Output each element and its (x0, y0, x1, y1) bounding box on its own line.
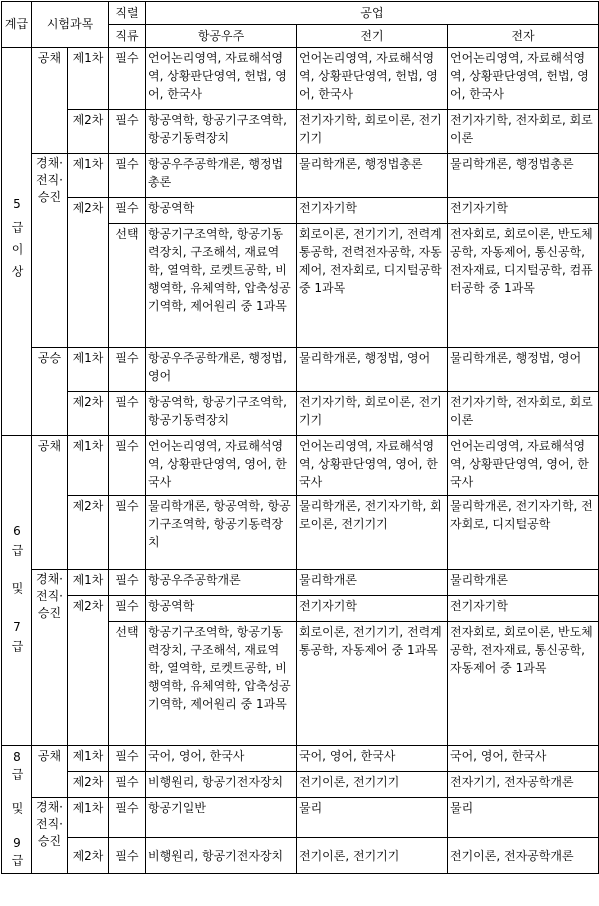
subject-cell: 국어, 영어, 한국사 (146, 746, 297, 772)
subject-cell: 언어논리영역, 자료해석영역, 상황판단영역, 헌법, 영어, 한국사 (146, 48, 297, 110)
grade-67-label: 6급 및 7급 (2, 436, 32, 746)
subject-cell: 항공기구조역학, 항공기동력장치, 구조해석, 재료역학, 열역학, 로켓트공학, 비행역학, 유체역학, 압축성공기역학, 제어원리 중 1과목 (146, 622, 297, 746)
subject-cell: 항공역학, 항공기구조역학, 항공기동력장치 (146, 392, 297, 436)
grade-5-label: 5급이상 (2, 48, 32, 436)
type-label: 필수 (109, 746, 146, 772)
subject-cell: 전자기기, 전자공학개론 (448, 772, 599, 798)
subject-cell: 물리학개론, 행정법총론 (448, 154, 599, 198)
subject-cell: 물리 (297, 798, 448, 838)
public-exam-label: 공채 (32, 746, 68, 798)
type-label: 필수 (109, 570, 146, 596)
stage-label: 제2차 (68, 198, 109, 348)
aerospace-header: 항공우주 (146, 25, 297, 48)
subject-cell: 전기자기학, 전자회로, 회로이론 (448, 392, 599, 436)
special-exam-label: 경채·전직·승진 (32, 570, 68, 746)
subject-cell: 전기이론, 전기기기 (297, 838, 448, 874)
stage-label: 제1차 (68, 746, 109, 772)
exam-subject-header: 시험과목 (32, 2, 109, 48)
subject-cell: 전기자기학 (448, 198, 599, 224)
subject-cell: 전기자기학 (297, 198, 448, 224)
type-label: 필수 (109, 772, 146, 798)
type-label: 선택 (109, 622, 146, 746)
grade-89-label: 8급 및 9급 (2, 746, 32, 874)
subject-cell: 항공기구조역학, 항공기동력장치, 구조해석, 재료역학, 열역학, 로켓트공학, 비행역학, 유체역학, 압축성공기역학, 제어원리 중 1과목 (146, 224, 297, 348)
subject-cell: 회로이론, 전기기기, 전력계통공학, 전력전자공학, 자동제어, 전자회로, 디지털공학 중 1과목 (297, 224, 448, 348)
job-series-header: 직렬 (109, 2, 146, 25)
type-label: 필수 (109, 436, 146, 496)
subject-cell: 물리학개론 (297, 570, 448, 596)
public-exam-label: 공채 (32, 48, 68, 154)
subject-cell: 전기자기학, 회로이론, 전기기기 (297, 110, 448, 154)
subject-cell: 항공우주공학개론 (146, 570, 297, 596)
subject-cell: 전자회로, 회로이론, 반도체공학, 전자재료, 통신공학, 자동제어 중 1과목 (448, 622, 599, 746)
subject-cell: 비행원리, 항공기전자장치 (146, 772, 297, 798)
electrical-header: 전기 (297, 25, 448, 48)
subject-cell: 물리학개론, 항공역학, 항공기구조역학, 항공기동력장치 (146, 496, 297, 570)
subject-cell: 물리 (448, 798, 599, 838)
stage-label: 제2차 (68, 838, 109, 874)
subject-cell: 물리학개론, 행정법총론 (297, 154, 448, 198)
subject-cell: 전기자기학 (448, 596, 599, 622)
subject-cell: 국어, 영어, 한국사 (448, 746, 599, 772)
grade-header: 계급 (2, 2, 32, 48)
exam-subjects-table (1, 1, 599, 874)
promo-exam-label: 공승 (32, 348, 68, 436)
subject-cell: 비행원리, 항공기전자장치 (146, 838, 297, 874)
stage-label: 제1차 (68, 154, 109, 198)
stage-label: 제1차 (68, 348, 109, 392)
subject-cell: 전자회로, 회로이론, 반도체공학, 자동제어, 통신공학, 전자재료, 디지털공학, 컴퓨터공학 중 1과목 (448, 224, 599, 348)
type-label: 필수 (109, 496, 146, 570)
subject-cell: 전기자기학, 전자회로, 회로이론 (448, 110, 599, 154)
subject-cell: 물리학개론, 전기자기학, 전자회로, 디지털공학 (448, 496, 599, 570)
subject-cell: 전기이론, 전자공학개론 (448, 838, 599, 874)
subject-cell: 회로이론, 전기기기, 전력계통공학, 자동제어 중 1과목 (297, 622, 448, 746)
subject-cell: 언어논리영역, 자료해석영역, 상황판단영역, 영어, 한국사 (297, 436, 448, 496)
subject-cell: 언어논리영역, 자료해석영역, 상황판단영역, 헌법, 영어, 한국사 (297, 48, 448, 110)
subject-cell: 물리학개론, 행정법, 영어 (297, 348, 448, 392)
subject-cell: 항공우주공학개론, 행정법, 영어 (146, 348, 297, 392)
subject-cell: 전기자기학 (297, 596, 448, 622)
special-exam-label: 경채·전직·승진 (32, 154, 68, 348)
subject-cell: 항공우주공학개론, 행정법총론 (146, 154, 297, 198)
subject-cell: 전기자기학, 회로이론, 전기기기 (297, 392, 448, 436)
stage-label: 제1차 (68, 798, 109, 838)
stage-label: 제2차 (68, 110, 109, 154)
subject-cell: 전기이론, 전기기기 (297, 772, 448, 798)
type-label: 필수 (109, 198, 146, 224)
subject-cell: 물리학개론 (448, 570, 599, 596)
type-label: 필수 (109, 838, 146, 874)
special-exam-label: 경채·전직·승진 (32, 798, 68, 874)
subject-cell: 물리학개론, 전기자기학, 회로이론, 전기기기 (297, 496, 448, 570)
public-exam-label: 공채 (32, 436, 68, 570)
subject-cell: 항공기일반 (146, 798, 297, 838)
type-label: 필수 (109, 392, 146, 436)
type-label: 필수 (109, 798, 146, 838)
subject-cell: 언어논리영역, 자료해석영역, 상황판단영역, 영어, 한국사 (448, 436, 599, 496)
subject-cell: 언어논리영역, 자료해석영역, 상황판단영역, 헌법, 영어, 한국사 (448, 48, 599, 110)
type-label: 필수 (109, 596, 146, 622)
electronics-header: 전자 (448, 25, 599, 48)
stage-label: 제2차 (68, 496, 109, 570)
type-label: 필수 (109, 110, 146, 154)
stage-label: 제1차 (68, 436, 109, 496)
type-label: 필수 (109, 48, 146, 110)
subject-cell: 언어논리영역, 자료해석영역, 상황판단영역, 영어, 한국사 (146, 436, 297, 496)
stage-label: 제2차 (68, 772, 109, 798)
subject-cell: 항공역학, 항공기구조역학, 항공기동력장치 (146, 110, 297, 154)
type-label: 필수 (109, 348, 146, 392)
subject-cell: 국어, 영어, 한국사 (297, 746, 448, 772)
subject-cell: 항공역학 (146, 198, 297, 224)
subject-cell: 물리학개론, 행정법, 영어 (448, 348, 599, 392)
stage-label: 제1차 (68, 570, 109, 596)
job-type-header: 직류 (109, 25, 146, 48)
type-label: 필수 (109, 154, 146, 198)
engineering-header: 공업 (146, 2, 599, 25)
stage-label: 제1차 (68, 48, 109, 110)
stage-label: 제2차 (68, 596, 109, 746)
type-label: 선택 (109, 224, 146, 348)
stage-label: 제2차 (68, 392, 109, 436)
subject-cell: 항공역학 (146, 596, 297, 622)
